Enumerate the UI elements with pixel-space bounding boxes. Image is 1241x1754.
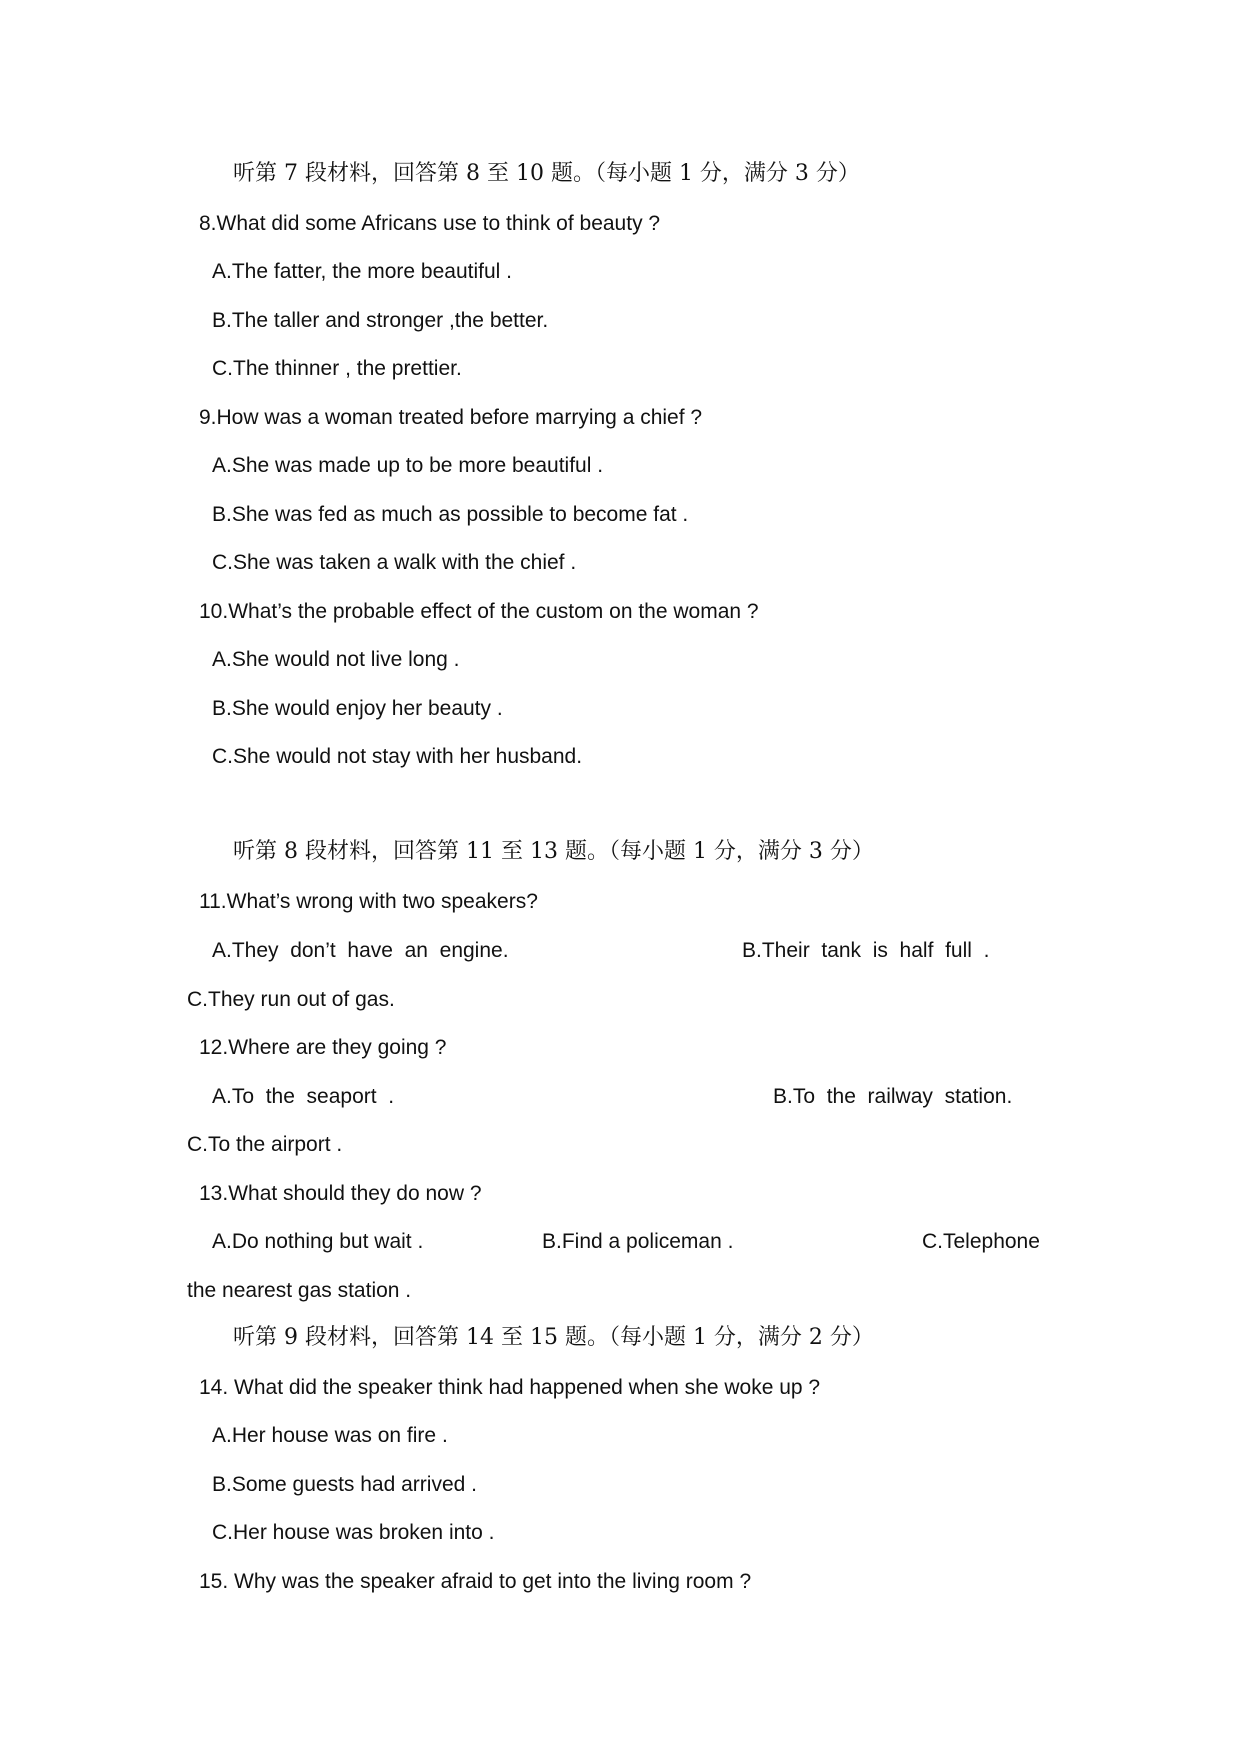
question-13: 13.What should they do now ? — [199, 1182, 482, 1205]
option-8a: A.The fatter, the more beautiful . — [212, 260, 512, 283]
question-15: 15. Why was the speaker afraid to get into the living room ? — [199, 1570, 752, 1593]
question-11: 11.What’s wrong with two speakers? — [199, 890, 538, 913]
section-heading-8: 听第 8 段材料，回答第 11 至 13 题。（每小题 1 分，满分 3 分） — [233, 839, 874, 864]
option-10b: B.She would enjoy her beauty . — [212, 697, 503, 720]
option-13a: A.Do nothing but wait . — [212, 1230, 424, 1253]
option-10a: A.She would not live long . — [212, 648, 460, 671]
option-9b: B.She was fed as much as possible to become fat . — [212, 503, 689, 526]
question-10: 10.What’s the probable effect of the custom on the woman ? — [199, 600, 759, 623]
option-13c-continued: the nearest gas station . — [187, 1279, 412, 1302]
option-11a: A.They don’t have an engine. — [212, 939, 509, 962]
option-9c: C.She was taken a walk with the chief . — [212, 551, 577, 574]
option-11b: B.Their tank is half full . — [742, 939, 990, 962]
option-11c: C.They run out of gas. — [187, 988, 395, 1011]
option-12c: C.To the airport . — [187, 1133, 343, 1156]
option-8c: C.The thinner , the prettier. — [212, 357, 462, 380]
option-14a: A.Her house was on fire . — [212, 1424, 448, 1447]
question-12: 12.Where are they going ? — [199, 1036, 447, 1059]
option-10c: C.She would not stay with her husband. — [212, 745, 583, 768]
section-heading-7: 听第 7 段材料，回答第 8 至 10 题。（每小题 1 分，满分 3 分） — [233, 161, 860, 186]
option-13c: C.Telephone — [922, 1230, 1040, 1253]
question-8: 8.What did some Africans use to think of beauty ? — [199, 212, 661, 235]
option-13b: B.Find a policeman . — [542, 1230, 734, 1253]
option-14b: B.Some guests had arrived . — [212, 1473, 477, 1496]
question-14: 14. What did the speaker think had happened when she woke up ? — [199, 1376, 821, 1399]
option-9a: A.She was made up to be more beautiful . — [212, 454, 604, 477]
option-14c: C.Her house was broken into . — [212, 1521, 495, 1544]
section-heading-9: 听第 9 段材料，回答第 14 至 15 题。（每小题 1 分，满分 2 分） — [233, 1325, 874, 1350]
option-12a: A.To the seaport . — [212, 1085, 395, 1108]
option-8b: B.The taller and stronger ,the better. — [212, 309, 549, 332]
option-12b: B.To the railway station. — [773, 1085, 1013, 1108]
question-9: 9.How was a woman treated before marrying a chief ? — [199, 406, 703, 429]
